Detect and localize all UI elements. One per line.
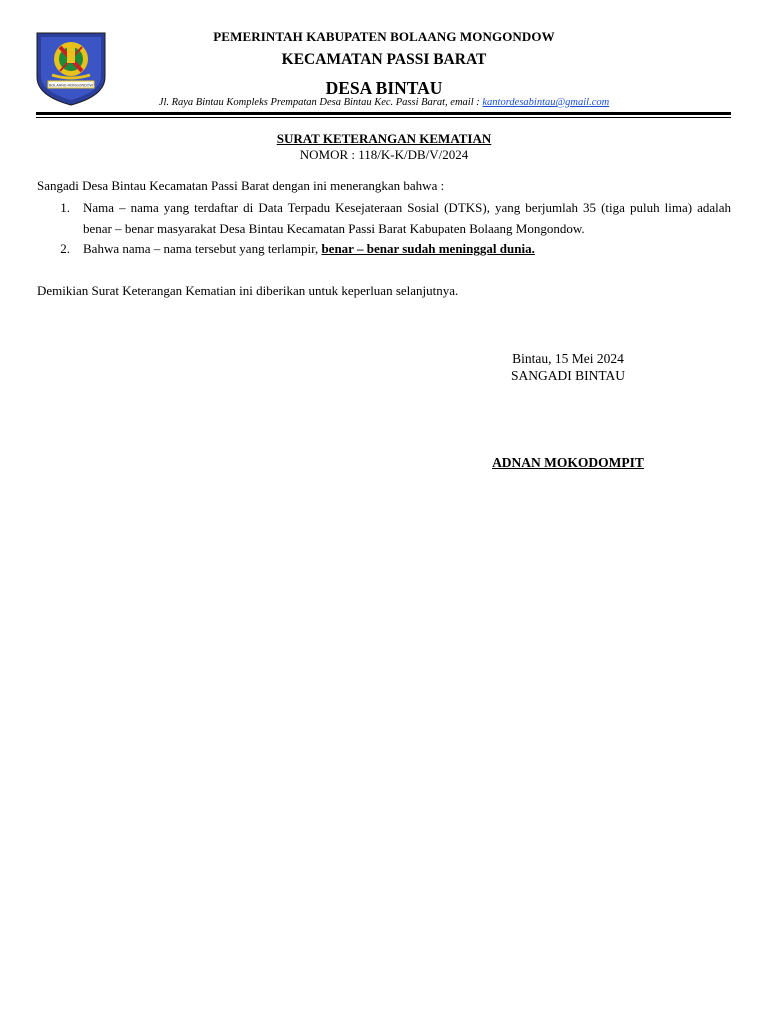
document-title: SURAT KETERANGAN KEMATIAN — [276, 131, 492, 146]
closing-paragraph: Demikian Surat Keterangan Kematian ini diberikan untuk keperluan selanjutnya. — [37, 283, 459, 298]
letterhead-divider-thin — [36, 117, 731, 118]
list-item-text: Nama – nama yang terdaftar di Data Terpadu Kesejateraan Sosial (DTKS), yang berjumlah 35 (tiga puluh lima) adalah benar – benar masyarakat Desa Bintau Kecamatan Passi Barat Kabupaten Bolaang Mongondow. — [83, 200, 731, 236]
address-line — [0, 97, 768, 108]
logo-banner-text: BOLAANG MONGONDOW — [49, 83, 93, 88]
list-item-plain: Bahwa nama – nama tersebut yang terlampir, — [83, 241, 322, 256]
address-text: Jl. Raya Bintau Kompleks Prempatan Desa Bintau Kec. Passi Barat, email : — [158, 97, 483, 108]
email-link[interactable]: kantordesabintau@gmail.com — [482, 97, 610, 108]
district-heading: KECAMATAN PASSI BARAT — [281, 51, 487, 68]
list-item-emphasis: benar – benar sudah meninggal dunia. — [321, 241, 535, 256]
letterhead-divider-thick — [36, 112, 731, 115]
signatory-name: ADNAN MOKODOMPIT — [492, 455, 644, 470]
intro-paragraph: Sangadi Desa Bintau Kecamatan Passi Barat dengan ini menerangkan bahwa : — [37, 178, 445, 193]
village-heading: DESA BINTAU — [325, 78, 443, 98]
signature-place-date: Bintau, 15 Mei 2024 — [512, 351, 624, 366]
document-number: NOMOR : 118/K-K/DB/V/2024 — [299, 147, 469, 162]
government-heading: PEMERINTAH KABUPATEN BOLAANG MONGONDOW — [213, 29, 555, 44]
list-item-text — [83, 238, 731, 259]
list-item-number: 1. — [60, 200, 70, 215]
signature-office: SANGADI BINTAU — [510, 368, 626, 383]
list-item-number: 2. — [60, 241, 70, 256]
